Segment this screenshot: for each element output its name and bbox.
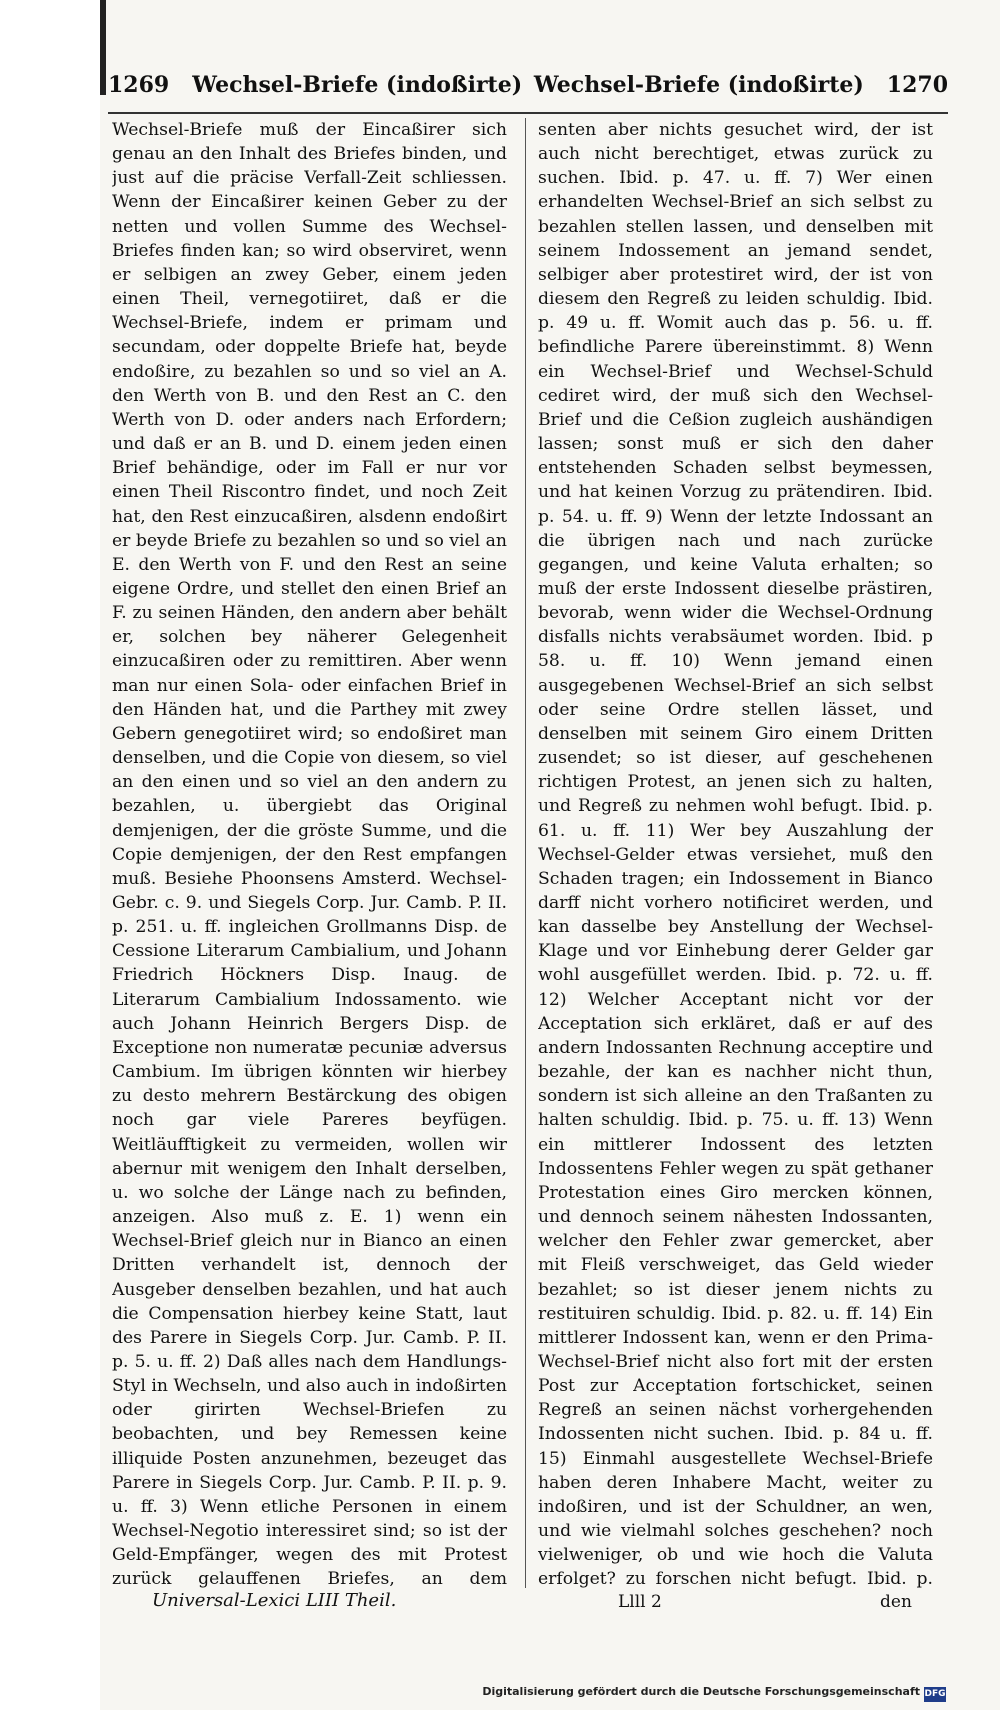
header-rule bbox=[108, 112, 948, 114]
left-column bbox=[112, 118, 507, 1588]
digitization-credit: Digitalisierung gefördert durch die Deutsche Forschungsgemeinschaft bbox=[482, 1685, 920, 1698]
page-number-left: 1269 bbox=[108, 72, 170, 98]
footer-catchword: den bbox=[880, 1592, 912, 1612]
header-title-right: Wechsel-Briefe (indoßirte) bbox=[533, 72, 864, 98]
page-number-right: 1270 bbox=[886, 72, 948, 98]
footer-volume: Universal-Lexici LIII Theil. bbox=[152, 1590, 397, 1611]
right-column bbox=[538, 118, 933, 1588]
header-right bbox=[534, 72, 948, 98]
header-left bbox=[108, 72, 522, 98]
page-edge-marker bbox=[100, 0, 106, 95]
footer-signature: Llll 2 bbox=[618, 1592, 662, 1612]
dfg-logo: DFG bbox=[924, 1687, 946, 1702]
running-header bbox=[108, 72, 948, 108]
left-column-text: Wechsel-Briefe muß der Eincaßirer sich genau an den Inhalt des Briefes binden, und just auf die präcise Verfall-Zeit schliessen. Wenn der Eincaßirer keinen Geber zu der netten und vollen Summe des Wechsel-Briefes finden kan; so wird observiret, wenn er selbigen an zwey Geber, einem jeden einen Theil, vernegotiiret, daß er die Wechsel-Briefe, indem er primam und secundam, oder doppelte Briefe hat, beyde endoßire, zu bezahlen so und so viel an A. den Werth von B. und den Rest an C. den Werth von D. oder anders nach Erfordern; und daß er an B. und D. einem jeden einen Brief behändige, oder im Fall er nur vor einen Theil Riscontro findet, und noch Zeit hat, den Rest einzucaßiren, alsdenn endoßirt er beyde Briefe zu bezahlen so und so viel an E. den Werth von F. und den Rest an seine eigene Ordre, und stellet den einen Brief an F. zu seinen Händen, den andern aber behält er, solchen bey näherer Gelegenheit einzucaßiren oder zu remittiren. Aber wenn man nur einen Sola- oder einfachen Brief in den Händen hat, und die Parthey mit zwey Gebern genegotiiret wird; so endoßiret man denselben, und die Copie von diesem, so viel an den einen und so viel an den andern zu bezahlen, u. übergiebt das Original demjenigen, der die gröste Summe, und die Copie demjenigen, der den Rest empfangen muß. Besiehe Phoonsens Amsterd. Wechsel-Gebr. c. 9. und Siegels Corp. Jur. Camb. P. II. p. 251. u. ff. ingleichen Grollmanns Disp. de Cessione Literarum Cambialium, und Johann Friedrich Höckners Disp. Inaug. de Literarum Cambialium Indossamento. wie auch Johann Heinrich Bergers Disp. de Exceptione non numeratæ pecuniæ adversus Cambium. Im übrigen könnten wir hierbey zu desto mehrern Bestärckung des obigen noch gar viele Pareres beyfügen. Weitläufftigkeit zu vermeiden, wollen wir abernur mit wenigem den Inhalt derselben, u. wo solche der Länge nach zu befinden, anzeigen. Also muß z. E. 1) wenn ein Wechsel-Brief gleich nur in Bianco an einen Dritten verhandelt ist, dennoch der Ausgeber denselben bezahlen, und hat auch die Compensation hierbey keine Statt, laut des Parere in Siegels Corp. Jur. Camb. P. II. p. 5. u. ff. 2) Daß alles nach dem Handlungs-Styl in Wechseln, und also auch in indoßirten oder girirten Wechsel-Briefen zu beobachten, und bey Remessen keine illiquide Posten anzunehmen, bezeuget das Parere in Siegels Corp. Jur. Camb. P. II. p. 9. u. ff. 3) Wenn etliche Personen in einem Wechsel-Negotio interessiret sind; so ist der Geld-Empfänger, wegen des mit Protest zurück gelauffenen Briefes, an dem bbox=[112, 120, 507, 1588]
header-title-left: Wechsel-Briefe (indoßirte) bbox=[192, 72, 523, 98]
right-column-text: senten aber nichts gesuchet wird, der ist auch nicht berechtiget, etwas zurück zu suchen. Ibid. p. 47. u. ff. 7) Wer einen erhandelten Wechsel-Brief an sich selbst zu bezahlen stellen lassen, und denselben mit seinem Indossement an jemand sendet, selbiger aber protestiret wird, der ist von diesem den Regreß zu leiden schuldig. Ibid. p. 49 u. ff. Womit auch das p. 56. u. ff. befindliche Parere übereinstimmt. 8) Wenn ein Wechsel-Brief und Wechsel-Schuld cediret wird, der muß sich den Wechsel-Brief und die Ceßion zugleich aushändigen lassen; sonst muß er sich den daher entstehenden Schaden selbst beymessen, und hat keinen Vorzug zu prätendiren. Ibid. p. 54. u. ff. 9) Wenn der letzte Indossant an die übrigen nach und nach zurücke gegangen, und keine Valuta erhalten; so muß der erste Indossent dieselbe prästiren, bevorab, wenn wider die Wechsel-Ordnung disfalls nichts verabsäumet worden. Ibid. p 58. u. ff. 10) Wenn jemand einen ausgegebenen Wechsel-Brief an sich selbst oder seine Ordre stellen lässet, und denselben mit seinem Giro einem Dritten zusendet; so ist dieser, auf geschehenen richtigen Protest, an jenen sich zu halten, und Regreß zu nehmen wohl befugt. Ibid. p. 61. u. ff. 11) Wer bey Auszahlung der Wechsel-Gelder etwas versiehet, muß den Schaden tragen; ein Indossement in Bianco darff nicht vorhero notificiret werden, und kan dasselbe bey Anstellung der Wechsel-Klage und vor Einhebung derer Gelder gar wohl ausgefüllet werden. Ibid. p. 72. u. ff. 12) Welcher Acceptant nicht vor der Acceptation sich erkläret, daß er auf des andern Indossanten Rechnung acceptire und bezahle, der kan es nachher nicht thun, sondern ist sich alleine an den Traßanten zu halten schuldig. Ibid. p. 75. u. ff. 13) Wenn ein mittlerer Indossent des letzten Indossentens Fehler wegen zu spät gethaner Protestation eines Giro mercken können, und dennoch seinem nähesten Indossanten, welcher den Fehler zwar gemercket, aber mit Fleiß verschweiget, das Geld wieder bezahlet; so ist dieser jenem nichts zu restituiren schuldig. Ibid. p. 82. u. ff. 14) Ein mittlerer Indossent kan, wenn er den Prima-Wechsel-Brief nicht also fort mit der ersten Post zur Acceptation fortschicket, seinen Regreß an seinen nächst vorhergehenden Indossenten nicht suchen. Ibid. p. 84 u. ff. 15) Einmahl ausgestellete Wechsel-Briefe haben deren Inhabere Macht, weiter zu indoßiren, und ist der Schuldner, an wen, und wie vielmahl solches geschehen? noch vielweniger, ob und wie hoch die Valuta erfolget? zu forschen nicht befugt. Ibid. p. bbox=[538, 120, 933, 1588]
column-divider bbox=[525, 118, 526, 1588]
